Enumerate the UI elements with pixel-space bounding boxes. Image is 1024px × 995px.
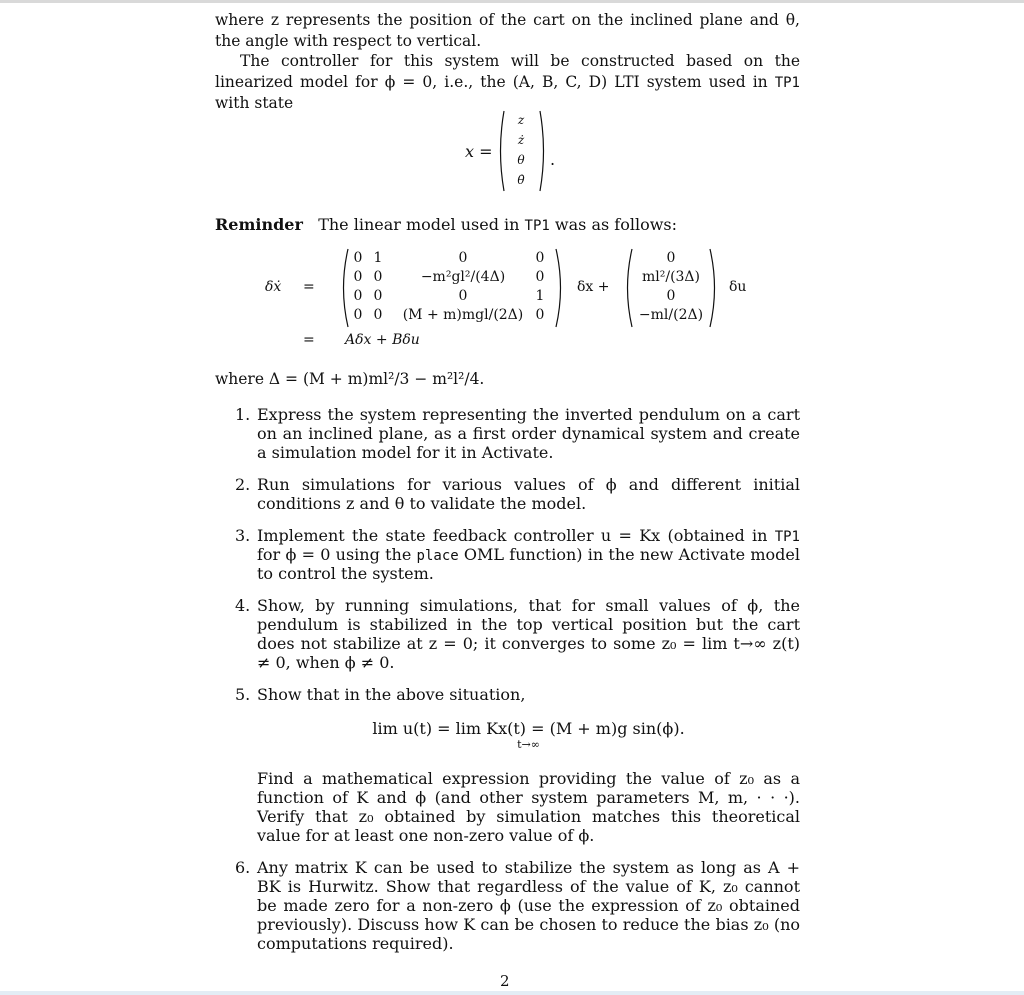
matrix-cell: 1 xyxy=(535,288,545,304)
matrix-cell: 0 xyxy=(373,269,383,285)
matrix-cell: 0 xyxy=(458,288,468,304)
B-cell: ml²/(3Δ) xyxy=(641,269,701,285)
delta-definition: where Δ = (M + m)ml²/3 − m²l²/4. xyxy=(215,370,485,388)
list-item: 2. Run simulations for various values of ϕ and different initial conditions z and θ to validate the model. xyxy=(235,475,800,513)
intro-paragraph-2: The controller for this system will be constructed based on the linearized model for ϕ = 0, i.e., the (A, B, C, D) LTI system used in TP1 with state xyxy=(215,52,800,112)
matrix-cell: 0 xyxy=(353,307,363,323)
matrix-cell: 0 xyxy=(353,288,363,304)
A-right-paren xyxy=(555,248,565,328)
state-end: . xyxy=(550,150,556,169)
matrix-lhs: δẋ xyxy=(265,279,282,295)
list-item: 3. Implement the state feedback controller u = Kx (obtained in TP1 for ϕ = 0 using the place OML function) in the new Activate model to control the system. xyxy=(235,526,800,583)
state-entry: θ̇ xyxy=(517,173,525,187)
B-cell: 0 xyxy=(666,250,676,266)
matrix-mid: δx + xyxy=(577,279,610,295)
page-number: 2 xyxy=(500,972,510,990)
matrix-cell: 0 xyxy=(353,269,363,285)
reminder-heading: Reminder xyxy=(215,215,303,234)
right-paren xyxy=(539,110,547,192)
matrix-cell: 0 xyxy=(535,250,545,266)
top-border xyxy=(0,0,1024,3)
linear-model-equation xyxy=(215,246,800,356)
matrix-cell: 0 xyxy=(373,307,383,323)
list-item: 4. Show, by running simulations, that for small values of ϕ, the pendulum is stabilized in the top vertical position but the cart does not stabilize at z = 0; it converges to some z₀ = lim t→∞ z(t) ≠ 0, when ϕ ≠ 0. xyxy=(235,596,800,672)
matrix-cell: 0 xyxy=(373,288,383,304)
matrix-line2: Aδx + Bδu xyxy=(345,332,420,348)
matrix-cell: 0 xyxy=(353,250,363,266)
matrix-line2-eq: = xyxy=(303,332,315,348)
B-right-paren xyxy=(709,248,719,328)
state-entry: z xyxy=(517,113,525,127)
matrix-cell: 0 xyxy=(535,307,545,323)
limit-subscript: t→∞ xyxy=(517,738,540,751)
intro-paragraph-1: where z represents the position of the cart on the inclined plane and θ, the angle with respect to vertical. xyxy=(215,11,800,50)
limit-equation: lim u(t) = lim Kx(t) = (M + m)g sin(ϕ). t→∞ xyxy=(257,719,800,753)
matrix-tail: δu xyxy=(729,279,747,295)
matrix-cell: 0 xyxy=(458,250,468,266)
state-vector-equation xyxy=(455,110,585,192)
state-lhs: x = xyxy=(465,142,493,161)
matrix-cell: 1 xyxy=(373,250,383,266)
state-entry: ż xyxy=(517,133,525,147)
A-left-paren xyxy=(339,248,349,328)
state-entry: θ xyxy=(517,153,525,167)
intro-text xyxy=(215,10,800,114)
B-cell: −ml/(2Δ) xyxy=(638,307,704,323)
list-item: 1. Express the system representing the inverted pendulum on a cart on an inclined plane, as a first order dynamical system and create a simulation model for it in Activate. xyxy=(235,405,800,462)
list-item: 6. Any matrix K can be used to stabilize the system as long as A + BK is Hurwitz. Show that regardless of the value of K, z₀ cannot be made zero for a non-zero ϕ (use the expression of z₀ obtained previously). Discuss how K can be chosen to reduce the bias z₀ (no computations required). xyxy=(235,858,800,953)
matrix-cell: (M + m)mgl/(2Δ) xyxy=(402,307,524,323)
B-cell: 0 xyxy=(666,288,676,304)
bottom-border xyxy=(0,991,1024,995)
list-item: 5. Show that in the above situation, lim u(t) = lim Kx(t) = (M + m)g sin(ϕ). t→∞ Find a mathematical expression providing the value of z₀ as a function of K and ϕ (and other system parameters M, m, · · ·). Verify that z₀ obtained by simulation matches this theoretical value for at least one non-zero value of ϕ. xyxy=(235,685,800,845)
matrix-cell: 0 xyxy=(535,269,545,285)
reminder-line: Reminder The linear model used in TP1 was as follows: xyxy=(215,215,678,234)
matrix-cell: −m²gl²/(4Δ) xyxy=(420,269,506,285)
state-vector xyxy=(500,110,542,192)
task-list xyxy=(215,405,800,966)
matrix-eq: = xyxy=(303,279,315,295)
